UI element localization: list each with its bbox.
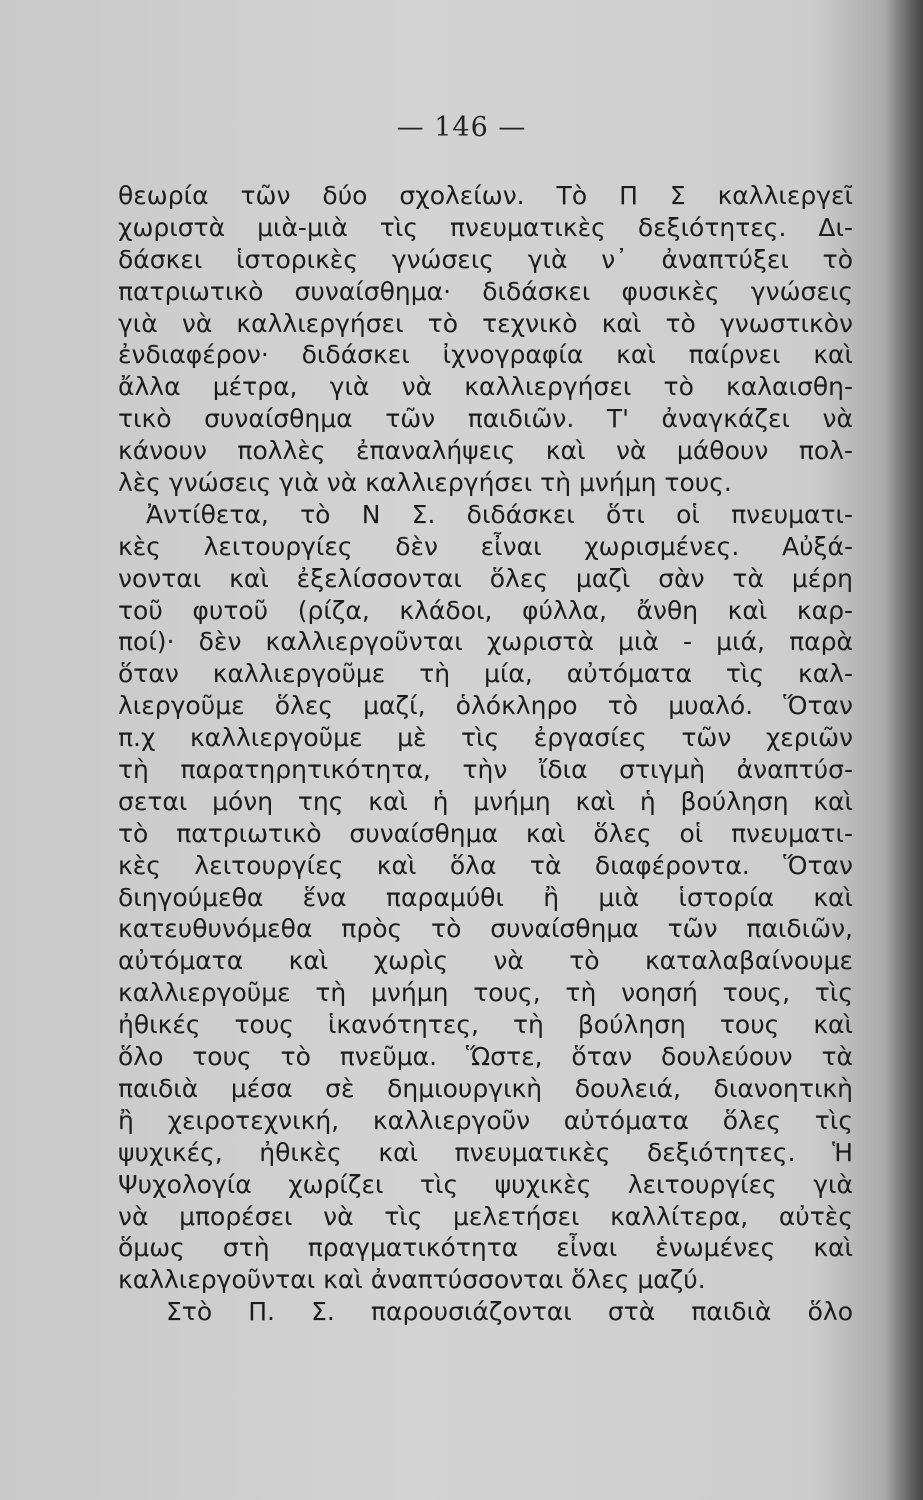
- text-line: ἐνδιαφέρον· διδάσκει ἰχνογραφία καὶ παίρνει καὶ: [118, 340, 853, 370]
- text-line: νὰ μπορέσει νὰ τὶς μελετήσει καλλίτερα, αὐτὲς: [118, 1201, 853, 1231]
- text-line: καλλιεργοῦνται καὶ ἀναπτύσσονται ὅλες μαζύ.: [118, 1265, 706, 1295]
- text-line: σεται μόνη της καὶ ἡ μνήμη καὶ ἡ βούληση καὶ: [118, 786, 853, 816]
- text-line: λιεργοῦμε ὅλες μαζί, ὁλόκληρο τὸ μυαλό. Ὅταν: [118, 691, 853, 721]
- text-line: διηγούμεθα ἕνα παραμύθι ἢ μιὰ ἱστορία καὶ: [118, 882, 853, 912]
- text-line: θεωρία τῶν δύο σχολείων. Τὸ Π Σ καλλιεργεῖ: [118, 181, 853, 210]
- text-line: ἄλλα μέτρα, γιὰ νὰ καλλιεργήσει τὸ καλαισθη-: [118, 372, 853, 402]
- text-line: ἠθικές τους ἱκανότητες, τὴ βούληση τους καὶ: [118, 1010, 853, 1040]
- text-line: κάνουν πολλὲς ἐπαναλήψεις καὶ νὰ μάθουν πολ-: [118, 436, 853, 466]
- text-line: ἢ χειροτεχνική, καλλιεργοῦν αὐτόματα ὅλες τὶς: [118, 1105, 853, 1135]
- text-line: ὅλο τους τὸ πνεῦμα. Ὥστε, ὅταν δουλεύουν τὰ: [118, 1042, 853, 1072]
- text-line: κατευθυνόμεθα πρὸς τὸ συναίσθημα τῶν παιδιῶν,: [118, 914, 853, 944]
- text-line: χωριστὰ μιὰ-μιὰ τὶς πνευματικὲς δεξιότητες. Δι-: [118, 212, 853, 242]
- text-line: αὐτόματα καὶ χωρὶς νὰ τὸ καταλαβαίνουμε: [118, 946, 853, 976]
- text-line: ὅταν καλλιεργοῦμε τὴ μία, αὐτόματα τὶς καλ-: [118, 659, 853, 689]
- paragraph-start-line: Ἀντίθετα, τὸ Ν Σ. διδάσκει ὅτι οἱ πνευματι-: [146, 499, 853, 529]
- text-line: τὸ πατριωτικὸ συναίσθημα καὶ ὅλες οἱ πνευματι-: [118, 818, 853, 848]
- text-line: τικὸ συναίσθημα τῶν παιδιῶν. Τ' ἀναγκάζει νὰ: [118, 404, 853, 434]
- text-line: λὲς γνώσεις γιὰ νὰ καλλιεργήσει τὴ μνήμη τους.: [118, 468, 732, 498]
- text-line: παιδιὰ μέσα σὲ δημιουργικὴ δουλειά, διανοητικὴ: [118, 1073, 853, 1103]
- text-line: κὲς λειτουργίες καὶ ὅλα τὰ διαφέροντα. Ὅταν: [118, 850, 853, 880]
- page-number: — 146 —: [396, 112, 527, 143]
- text-line: κὲς λειτουργίες δὲν εἶναι χωρισμένες. Αὐξά-: [118, 531, 853, 561]
- text-line: π.χ καλλιεργοῦμε μὲ τὶς ἐργασίες τῶν χεριῶν: [118, 723, 853, 753]
- paragraph-start-line: Στὸ Π. Σ. παρουσιάζονται στὰ παιδιὰ ὅλο: [166, 1297, 853, 1327]
- body-text: [118, 180, 853, 1328]
- text-line: τοῦ φυτοῦ (ρίζα, κλάδοι, φύλλα, ἄνθη καὶ καρ-: [118, 595, 853, 625]
- text-line: νονται καὶ ἐξελίσσονται ὅλες μαζὶ σὰν τὰ μέρη: [118, 563, 853, 593]
- text-line: καλλιεργοῦμε τὴ μνήμη τους, τὴ νοησή τους, τὶς: [118, 978, 853, 1008]
- text-line: πατριωτικὸ συναίσθημα· διδάσκει φυσικὲς γνώσεις: [118, 276, 853, 306]
- text-line: τὴ παρατηρητικότητα, τὴν ἴδια στιγμὴ ἀναπτύσ-: [118, 755, 853, 785]
- text-line: Ψυχολογία χωρίζει τὶς ψυχικὲς λειτουργίες γιὰ: [118, 1169, 853, 1199]
- text-line: γιὰ νὰ καλλιεργήσει τὸ τεχνικὸ καὶ τὸ γνωστικὸν: [118, 308, 853, 338]
- page-gutter-shadow: [885, 0, 923, 1500]
- text-line: ψυχικές, ἠθικὲς καὶ πνευματικὲς δεξιότητες. Ἡ: [118, 1137, 853, 1167]
- text-line: ποί)· δὲν καλλιεργοῦνται χωριστὰ μιὰ - μιά, παρὰ: [118, 627, 853, 657]
- text-line: δάσκει ἱστορικὲς γνώσεις γιὰ ν᾽ ἀναπτύξει τὸ: [118, 244, 853, 274]
- text-line: ὅμως στὴ πραγματικότητα εἶναι ἑνωμένες καὶ: [118, 1233, 853, 1263]
